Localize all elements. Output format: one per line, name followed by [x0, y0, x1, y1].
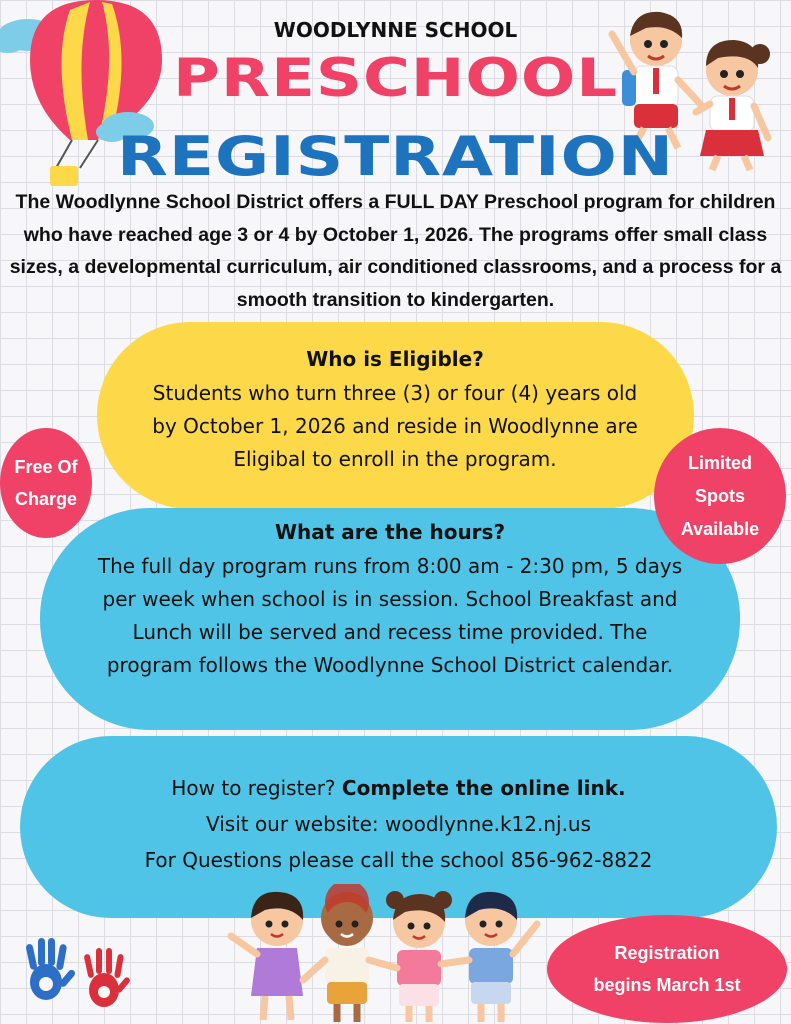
handprints-icon — [20, 930, 135, 1015]
register-link-text[interactable]: Complete the online link. — [341, 776, 626, 800]
badge-line: Spots — [694, 485, 745, 506]
badge-line: Registration — [614, 943, 720, 963]
badge-line: begins March 1st — [593, 975, 741, 995]
eligibility-heading: Who is Eligible? — [306, 347, 484, 371]
title-registration: REGISTRATION — [117, 125, 674, 189]
phone-line[interactable]: For Questions please call the school 856-962-8822 — [144, 848, 653, 872]
badge-line: Charge — [14, 489, 77, 509]
register-prefix: How to register? — [171, 776, 342, 800]
register-line-1 — [20, 770, 777, 806]
eligibility-line: Students who turn three (3) or four (4) years old — [152, 381, 638, 405]
hours-line: Lunch will be served and recess time provided. The — [132, 620, 648, 644]
register-content — [20, 770, 777, 878]
kids-holding-hands-icon — [225, 884, 545, 1024]
hours-line: per week when school is in session. School Breakfast and — [102, 587, 678, 611]
badge-line: Available — [680, 518, 760, 539]
eligibility-line: by October 1, 2026 and reside in Woodlynne are — [152, 414, 638, 438]
school-name: WOODLYNNE SCHOOL — [273, 18, 518, 42]
badge-line: Free Of — [14, 457, 78, 477]
website-line[interactable]: Visit our website: woodlynne.k12.nj.us — [205, 812, 592, 836]
hours-line: program follows the Woodlynne School District calendar. — [106, 653, 674, 677]
badge-line: Limited — [687, 452, 752, 473]
free-of-charge-badge — [0, 428, 92, 538]
hours-line: The full day program runs from 8:00 am - 2:30 pm, 5 days — [97, 554, 683, 578]
title-preschool: PRESCHOOL — [172, 48, 619, 110]
hours-heading: What are the hours? — [274, 520, 506, 544]
registration-date-badge — [547, 915, 787, 1023]
eligibility-line: Eligibal to enroll in the program. — [233, 447, 557, 471]
intro-paragraph: The Woodlynne School District offers a FULL DAY Preschool program for children who have reached age 3 or 4 by October 1, 2026. The programs offer small class sizes, a developmental curriculum, air conditioned classrooms, and a process for a smooth transition to kindergarten. — [9, 191, 782, 311]
limited-spots-badge — [654, 428, 786, 564]
hours-content — [40, 514, 740, 682]
eligibility-content — [40, 343, 750, 476]
